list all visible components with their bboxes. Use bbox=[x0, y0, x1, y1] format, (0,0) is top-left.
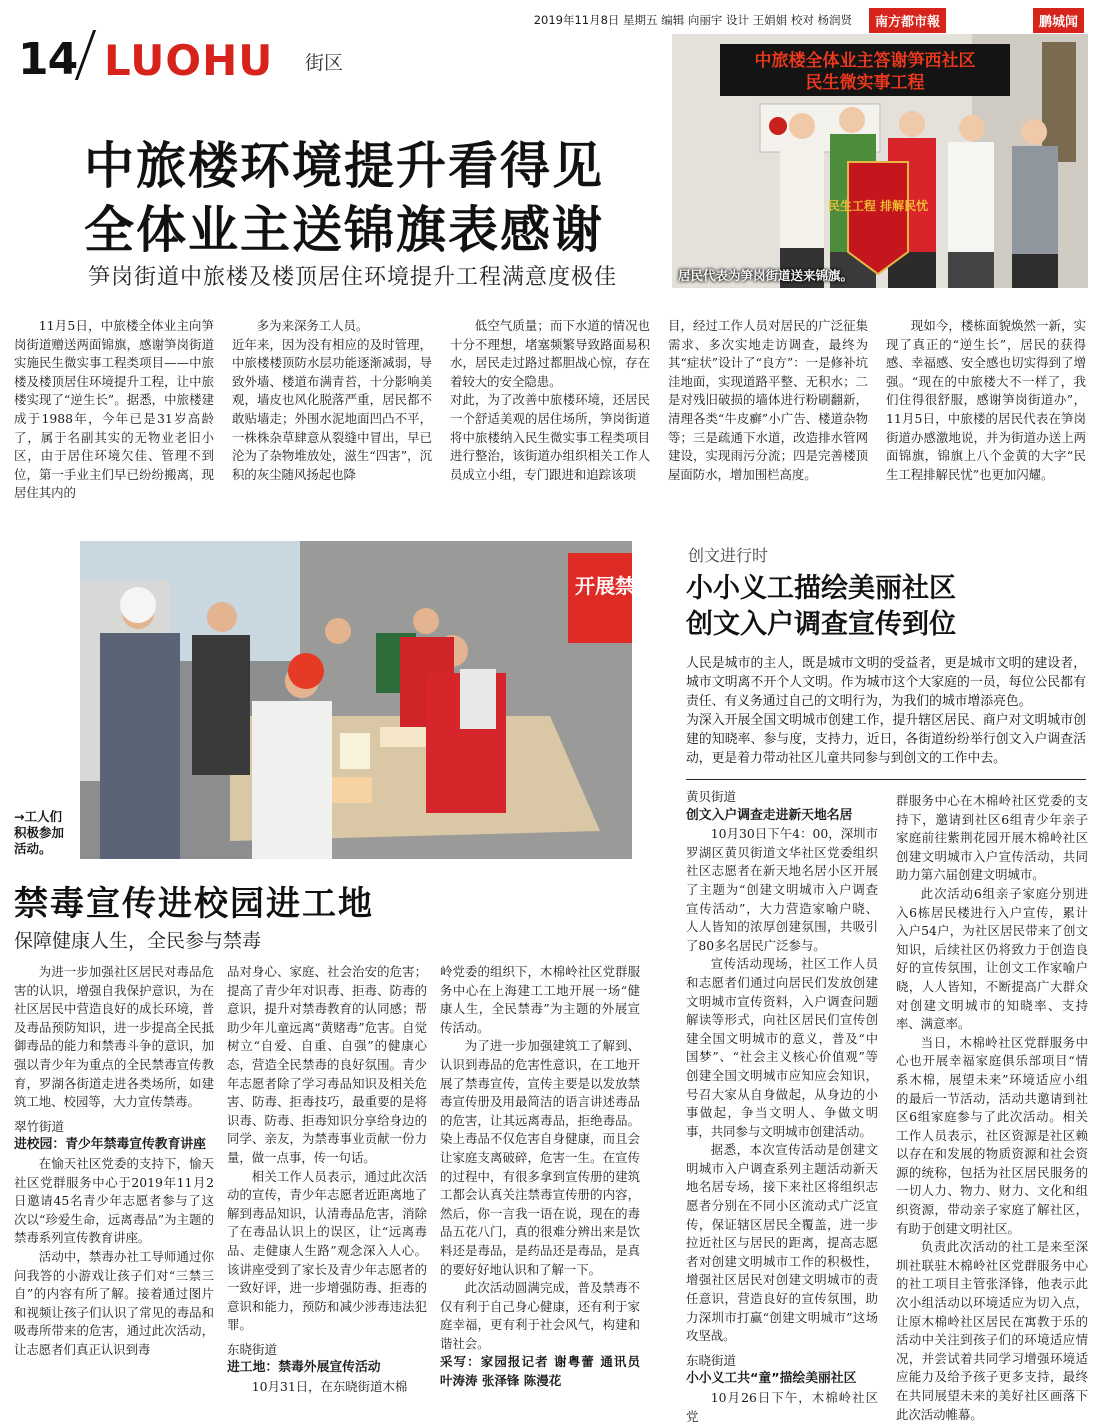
led-banner-line1: 中旅楼全体业主答谢笋西社区 bbox=[754, 51, 976, 71]
lead-paragraph: 人民是城市的主人，既是城市文明的受益者，更是城市文明的建设者，城市文明离不开个人文明。作为城市这个大家庭的一员，每位公民都有责任、有义务通过自己的文明行为，为我们的城市增添亮色。 bbox=[686, 656, 1086, 709]
paragraph: 多为来深务工人员。 近年来，因为没有相应的及时管理，中旅楼楼顶防水层功能逐渐减弱，导致外墙、楼道布满青苔，十分影响美观，墙皮也风化脱落严重，居民都不敢贴墙走；外围水泥地面凹凸不平，一株株杂草肆意从裂缝中冒出，早已沦为了杂物堆放处，滋生“四害”，沉积的灰尘随风扬起也降 bbox=[232, 318, 432, 482]
paragraph: 10月26日下午，木棉岭社区党 bbox=[686, 1390, 878, 1424]
subhead-story2: 保障健康人生，全民参与禁毒 bbox=[14, 930, 262, 952]
story2-column-2 bbox=[227, 963, 427, 1397]
paragraph: 相关工作人员表示，通过此次活动的宣传，青少年志愿者近距离地了解到毒品知识，认清毒品危害，消除了在毒品认识上的误区，让“远离毒品、走健康人生路”观念深入人心。该讲座受到了家长及青少年志愿者的一致好评，进一步增强防毒、拒毒的意识和能力，预防和减少涉毒违法犯罪。 bbox=[227, 1168, 427, 1333]
story2-column-1 bbox=[14, 963, 214, 1359]
page-number: 14 bbox=[18, 34, 78, 85]
headline-story1-line1: 中旅楼环境提升看得见 bbox=[84, 137, 604, 195]
section-subhead: 创文入户调查走进新天地名居 bbox=[686, 807, 853, 823]
section-subhead: 进工地：禁毒外展宣传活动 bbox=[227, 1360, 381, 1376]
paragraph: 品对身心、家庭、社会治安的危害；提高了青少年对识毒、拒毒、防毒的意识，提升对禁毒教育的认同感；帮助少年儿童远离“黄赌毒”危害。自觉树立“自爱、自重、自强”的健康心态，营造全民禁毒的良好氛围。青少年志愿者除了学习毒品知识及相关危害、防毒、拒毒技巧，最重要的是将识毒、防毒、拒毒知识分享给身边的同学、亲友，为禁毒事业贡献一份力量，做一点事，传一句话。 bbox=[227, 964, 427, 1165]
story3-column-2 bbox=[896, 792, 1088, 1424]
paragraph: 目，经过工作人员对居民的广泛征集需求、多次实地走访调查，最终为其“症状”设计了“良方”：一是修补坑洼地面，实现道路平整、无积水；二是对残旧破损的墙体进行粉刷翻新，清理各类“牛皮癣”小广告、楼道杂物等；三是疏通下水道，改造排水管网建设，实现雨污分流；四是完善楼顶屋面防水，增加围栏高度。 bbox=[668, 318, 868, 482]
story1-column-5 bbox=[886, 317, 1086, 484]
caption-line: 活动。 bbox=[14, 841, 52, 856]
lead-paragraph: 为深入开展全国文明城市创建工作，提升辖区居民、商户对文明城市创建的知晓率、参与度，支持力，近日，各街道纷纷举行创文入户调查活动，更是着力带动社区儿童共同参与到创文的工作中去。 bbox=[686, 713, 1086, 766]
paragraph: 群服务中心在木棉岭社区党委的支持下，邀请到社区6组青少年亲子家庭前往紫荆花园开展木棉岭社区创建文明城市入户宣传活动，共同助力第六届创建文明城市。 bbox=[896, 793, 1088, 883]
paragraph: 10月31日，在东晓街道木棉 bbox=[251, 1379, 408, 1395]
headline-story2: 禁毒宣传进校园进工地 bbox=[14, 884, 374, 924]
headline-story3-line2: 创文入户调查宣传到位 bbox=[686, 609, 956, 640]
divider bbox=[686, 779, 1086, 780]
section-subhead: 小小义工共“童”描绘美丽社区 bbox=[686, 1371, 857, 1387]
paragraph: 此次活动圆满完成，普及禁毒不仅有利于自己身心健康，还有利于家庭幸福，更有利于社会风气，构建和谐社会。 bbox=[440, 1280, 640, 1351]
caption-line: 积极参加 bbox=[14, 825, 65, 840]
paragraph: 低空气质量；而下水道的情况也十分不理想，堵塞频繁导致路面易积水，居民走过路过都胆战心惊，存在着较大的安全隐患。 对此，为了改善中旅楼环境，还居民一个舒适美观的居住场所，笋岗街道将中旅楼纳入民生微实事工程类项目进行整治，该街道办组织相关工作人员成立小组，专门跟进和追踪该项 bbox=[450, 318, 650, 482]
paragraph: 据悉，本次宣传活动是创建文明城市入户调查系列主题活动新天地名居专场，接下来社区将组织志愿者分别在不同小区流动式广泛宣传，保证辖区居民全覆盖，进一步拉近社区与居民的距离，提高志愿者对创建文明城市工作的积极性，增强社区居民对创建文明城市的责任意识，营造良好的宣传氛围，助力深圳市打赢“创建文明城市”这场攻坚战。 bbox=[686, 1142, 878, 1344]
brand-logo: 鹏城闻 bbox=[1033, 8, 1084, 33]
story3-column-1 bbox=[686, 788, 878, 1426]
paragraph: 为了进一步加强建筑工了解到、认识到毒品的危害性意识，在工地开展了禁毒宣传，宣传主要是以发放禁毒宣传册及用最简洁的语言讲述毒品的危害，让其远离毒品，拒绝毒品。染上毒品不仅危害自身健康，而且会让家庭支离破碎，危害一生。在宣传的过程中，有很多拿到宣传册的建筑工都会认真关注禁毒宣传册的内容，然后，你一言我一语在说，现在的毒品五花八门，真的很难分辨出来是饮料还是毒品，是药品还是毒品，是真的要好好地认识和了解一下。 bbox=[440, 1038, 640, 1277]
district-tag: 东晓街道 bbox=[686, 1352, 737, 1368]
construction-site-illustration bbox=[80, 541, 635, 859]
subhead-story1: 笋岗街道中旅楼及楼顶居住环境提升工程满意度极佳 bbox=[88, 265, 618, 290]
paragraph: 当日，木棉岭社区党群服务中心也开展幸福家庭俱乐部项目“情系木棉，展望未来”环境适应小组的最后一节活动，活动共邀请到社区6组家庭参与了此次活动。相关工作人员表示，社区资源是社区赖以存在和发展的物质资源和社会资源的统称，包括为社区居民服务的一切人力、物力、财力、文化和组织资源，带动亲子家庭了解社区，有助于创建文明社区。 bbox=[896, 1034, 1088, 1236]
section-subhead: 进校园：青少年禁毒宣传教育讲座 bbox=[14, 1137, 206, 1153]
story1-column-2 bbox=[232, 317, 432, 484]
district-tag: 东晓街道 bbox=[227, 1341, 278, 1357]
headline-story1-line2: 全体业主送锦旗表感谢 bbox=[84, 201, 604, 259]
paragraph: 岭党委的组织下，木棉岭社区党群服务中心在上海建工工地开展一场“健康人生，全民禁毒”为主题的外展宣传活动。 bbox=[440, 964, 640, 1035]
site-banner-text: 开展禁 bbox=[575, 574, 635, 598]
paragraph: 11月5日，中旅楼全体业主向笋岗街道赠送两面锦旗，感谢笋岗街道实施民生微实事工程类项目——中旅楼及楼顶居住环境提升工程，让中旅楼实现了“逆生长”。据悉，中旅楼建成于1988年，今年已是31岁高龄了，属于名副其实的无物业老旧小区，由于居住环境欠佳、管理不到位，第一手业主们早已纷纷搬离，现居住其内的 bbox=[14, 318, 214, 501]
photo-pennant-presentation bbox=[672, 34, 1088, 288]
story2-column-3 bbox=[440, 963, 640, 1391]
kicker-story3: 创文进行时 bbox=[688, 546, 769, 565]
paragraph: 现如今，楼栋面貌焕然一新，实现了真正的“逆生长”，居民的获得感、幸福感、安全感也切实得到了增强。“现在的中旅楼大不一样了，我们住得很舒服，感谢笋岗街道办”，11月5日，中旅楼的居民代表在笋岗街道办感激地说，并为街道办送上两面锦旗，锦旗上八个金黄的大字“民生工程排解民忧”也更加闪耀。 bbox=[886, 318, 1086, 482]
masthead-bar bbox=[8, 8, 1092, 30]
section-title-cn: 街区 bbox=[305, 52, 344, 74]
paragraph: 在愉天社区党委的支持下，愉天社区党群服务中心于2019年11月2日邀请45名青少年志愿者参与了这次以“珍爱生命，远离毒品”为主题的禁毒系列宣传教育讲座。 bbox=[14, 1155, 214, 1246]
photo-caption-story2 bbox=[14, 809, 64, 857]
district-tag: 黄贝街道 bbox=[686, 789, 737, 804]
date-editor-line: 2019年11月8日 星期五 编辑 向丽宇 设计 王娟娟 校对 杨润贤 bbox=[533, 13, 852, 27]
section-title-en: LUOHU bbox=[104, 36, 274, 85]
district-tag: 翠竹街道 bbox=[14, 1118, 65, 1134]
paragraph: 活动中，禁毒办社工导师通过你问我答的小游戏让孩子们对“三禁三自”的内容有所了解。接着通过图片和视频让孩子们认识了常见的毒品和吸毒所带来的危害，通过此次活动，让志愿者们真正认识到毒 bbox=[14, 1248, 214, 1357]
story1-column-3 bbox=[450, 317, 650, 484]
photo-anti-drug-site bbox=[80, 541, 635, 859]
headline-story3-line1: 小小义工描绘美丽社区 bbox=[686, 573, 956, 604]
photo-caption-story1: 居民代表为笋岗街道送来锦旗。 bbox=[678, 268, 854, 283]
caption-line: →工人们 bbox=[14, 809, 62, 824]
paragraph: 为进一步加强社区居民对毒品危害的认识，增强自我保护意识，为在社区居民中营造良好的成长环境，普及毒品预防知识，进一步提高全民抵御毒品的能力和禁毒斗争的意识，加强以青少年为重点的全民禁毒宣传教育，罗湖各街道走进各类场所，如建筑工地、校园等，大力宣传禁毒。 bbox=[14, 964, 214, 1110]
paragraph: 10月30日下午4：00，深圳市罗湖区黄贝街道文华社区党委组织社区志愿者在新天地名居小区开展了主题为“创建文明城市入户调查宣传活动”，大力营造家喻户晓、人人皆知的浓厚创建氛围，共吸引了80多名居民广泛参与。 bbox=[686, 826, 878, 953]
story3-lead bbox=[686, 654, 1086, 768]
story1-column-1 bbox=[14, 317, 214, 503]
paper-name-logo: 南方都市報 bbox=[869, 8, 946, 33]
pennant-scene-illustration bbox=[672, 34, 1088, 288]
paragraph: 宣传活动现场，社区工作人员和志愿者们通过向居民们发放创建文明城市宣传资料，入户调查问题解读等形式，向社区居民们宣传创建全国文明城市的意义，普及“中国梦”、“社会主义核心价值观”等创建全国文明城市应知应会知识，号召大家从自身做起，从身边的小事做起，争当文明人、争做文明事，共同参与文明城市创建活动。 bbox=[686, 956, 878, 1139]
paragraph: 此次活动6组亲子家庭分别进入6栋居民楼进行入户宣传，累计入户54户，为社区居民带来了创文知识，后续社区仍将致力于创造良好的宣传氛围，让创文工作家喻户晓，人人皆知，不断提高广大群众对创建文明城市的知晓率、支持率、满意率。 bbox=[896, 885, 1088, 1032]
byline: 采写：家园报记者 谢粤蕾 通讯员 叶涛涛 张泽锋 陈漫花 bbox=[440, 1354, 640, 1389]
pennant-text: 民生工程 排解民忧 bbox=[827, 199, 929, 213]
paragraph: 负责此次活动的社工是来至深圳社联驻木棉岭社区党群服务中心的社工项目主管张泽锋，他表示此次小组活动以环境适应为切入点，让原木棉岭社区居民在寓教于乐的活动中关注到孩子们的环境适应情况，并尝试着共同学习增强环境适应能力及给予孩子更多支持，最终在共同展望未来的美好社区画落下此次活动帷幕。 bbox=[896, 1239, 1088, 1422]
slash-divider bbox=[75, 30, 96, 80]
story1-column-4 bbox=[668, 317, 868, 484]
led-banner-line2: 民生微实事工程 bbox=[805, 73, 925, 93]
